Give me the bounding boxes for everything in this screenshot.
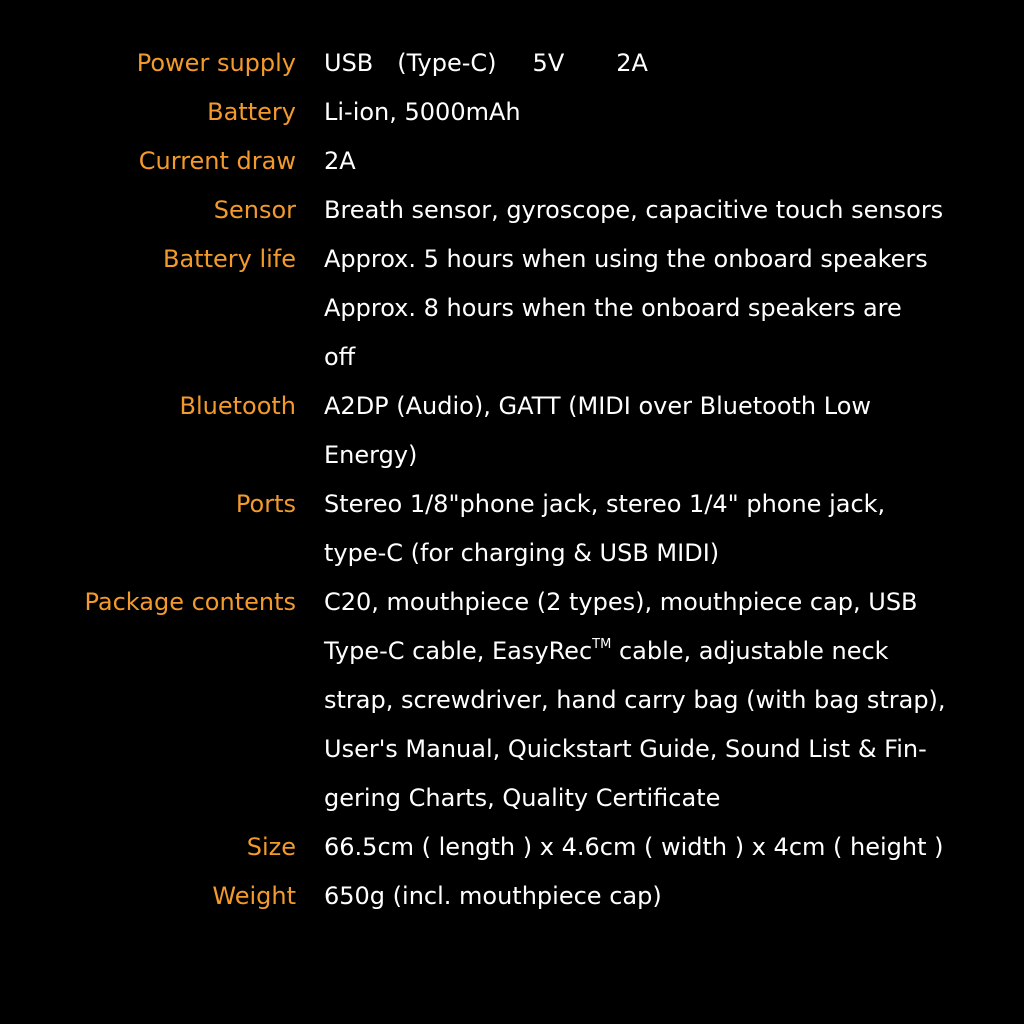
spec-line (324, 627, 1014, 676)
spec-label: Sensor (213, 196, 296, 224)
spec-value-current: 2A (616, 49, 648, 77)
spec-row-weight (0, 872, 1024, 921)
spec-line: Approx. 8 hours when the onboard speakers are (324, 294, 902, 322)
spec-values (324, 137, 1014, 186)
trademark-mark: TM (592, 637, 612, 652)
spec-label: Current draw (138, 147, 296, 175)
spec-label: Battery life (162, 245, 296, 273)
spec-line: Breath sensor, gyroscope, capacitive touch sensors (324, 196, 944, 224)
spec-value-text: USB (Type-C) (324, 49, 497, 77)
spec-line: gering Charts, Quality Certificate (324, 784, 721, 812)
spec-value-text: Type-C cable, EasyRec (324, 637, 593, 665)
spec-label: Size (246, 833, 296, 861)
spec-row-size (0, 823, 1024, 872)
spec-label: Package contents (84, 588, 296, 616)
spec-value-voltage: 5V (532, 49, 565, 77)
spec-line: 650g (incl. mouthpiece cap) (324, 882, 662, 910)
spec-values (324, 872, 1014, 921)
spec-label: Ports (235, 490, 296, 518)
spec-row-battery (0, 88, 1024, 137)
spec-line: User's Manual, Quickstart Guide, Sound List & Fin- (324, 735, 927, 763)
spec-values (324, 39, 1014, 88)
spec-line: Li-ion, 5000mAh (324, 98, 521, 126)
spec-values (324, 382, 1014, 480)
spec-table (0, 39, 1024, 921)
spec-line: A2DP (Audio), GATT (MIDI over Bluetooth Low (324, 392, 872, 420)
spec-line: off (324, 343, 356, 371)
spec-line: 66.5cm ( length ) x 4.6cm ( width ) x 4cm ( height ) (324, 833, 944, 861)
spec-values (324, 480, 1014, 578)
spec-label: Battery (207, 98, 296, 126)
spec-values (324, 235, 1014, 382)
spec-row-bluetooth (0, 382, 1024, 480)
spec-label: Power supply (136, 49, 296, 77)
spec-line: Stereo 1/8"phone jack, stereo 1/4" phone jack, (324, 490, 886, 518)
spec-row-power-supply (0, 39, 1024, 88)
spec-values (324, 578, 1014, 823)
spec-row-battery-life (0, 235, 1024, 382)
spec-label: Bluetooth (179, 392, 296, 420)
spec-line: 2A (324, 147, 356, 175)
spec-line: Approx. 5 hours when using the onboard speakers (324, 245, 928, 273)
spec-line (324, 39, 1014, 88)
spec-values (324, 88, 1014, 137)
spec-line: C20, mouthpiece (2 types), mouthpiece cap, USB (324, 588, 918, 616)
spec-row-current-draw (0, 137, 1024, 186)
spec-value-text: cable, adjustable neck (611, 637, 889, 665)
spec-line: type-C (for charging & USB MIDI) (324, 539, 720, 567)
spec-row-package-contents (0, 578, 1024, 823)
spec-label: Weight (212, 882, 296, 910)
spec-values (324, 823, 1014, 872)
spec-values (324, 186, 1014, 235)
spec-line: strap, screwdriver, hand carry bag (with bag strap), (324, 686, 946, 714)
spec-line: Energy) (324, 441, 418, 469)
spec-row-sensor (0, 186, 1024, 235)
spec-row-ports (0, 480, 1024, 578)
